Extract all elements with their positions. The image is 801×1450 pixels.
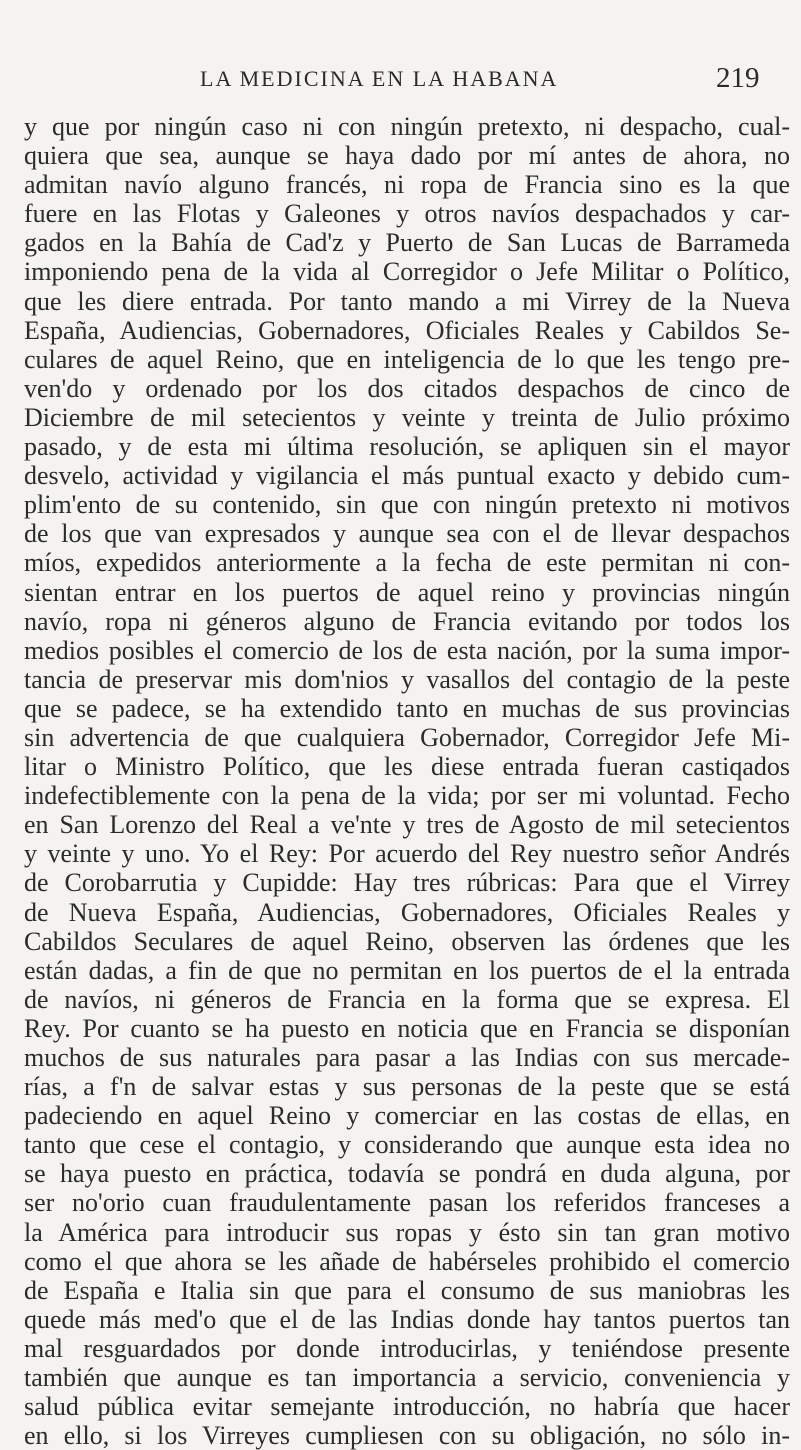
text-line: padeciendo en aquel Reino y comerciar en las costas de ellas, en — [24, 1101, 790, 1131]
text-line: también que aunque es tan importancia a servicio, conveniencia y — [24, 1363, 790, 1393]
text-line: de España e Italia sin que para el consumo de sus maniobras les — [24, 1275, 790, 1305]
text-line: muchos de sus naturales para pasar a las Indias con sus mercade- — [24, 1043, 790, 1072]
text-line: fuere en las Flotas y Galeones y otros navíos despachados y car- — [24, 199, 790, 229]
text-line: de navíos, ni géneros de Francia en la forma que se expresa. El — [24, 984, 790, 1014]
text-line: quede más med'o que el de las Indias donde hay tantos puertos tan — [24, 1304, 790, 1334]
text-line: mal resguardados por donde introducirlas, y teniéndose presente — [24, 1333, 790, 1363]
text-line: culares de aquel Reino, que en inteligencia de lo que les tengo pre- — [24, 344, 790, 374]
text-line: en ello, si los Virreyes cumpliesen con su obligación, no sólo in- — [24, 1421, 790, 1450]
text-line: Rey. Por cuanto se ha puesto en noticia que en Francia se disponían — [24, 1013, 790, 1043]
text-line: míos, expedidos anteriormente a la fecha de este permitan ni con- — [24, 548, 790, 578]
text-line: navío, ropa ni géneros alguno de Francia evitando por todos los — [24, 606, 790, 636]
text-line: medios posibles el comercio de los de esta nación, por la suma impor- — [24, 635, 790, 665]
text-line: rías, a f'n de salvar estas y sus personas de la peste que se está — [24, 1072, 790, 1102]
text-line: están dadas, a fin de que no permitan en los puertos de el la entrada — [24, 955, 790, 985]
text-line: Cabildos Seculares de aquel Reino, observen las órdenes que les — [24, 926, 790, 956]
text-line: salud pública evitar semejante introducción, no habría que hacer — [24, 1392, 790, 1422]
text-line: imponiendo pena de la vida al Corregidor o Jefe Militar o Político, — [24, 257, 790, 287]
text-line: de los que van expresados y aunque sea con el de llevar despachos — [24, 519, 790, 549]
text-line: que les diere entrada. Por tanto mando a mi Virrey de la Nueva — [24, 286, 790, 316]
text-line: tanto que cese el contagio, y considerando que aunque esta idea no — [24, 1130, 790, 1160]
body-text — [24, 112, 801, 1450]
text-line: ven'do y ordenado por los dos citados despachos de cinco de — [24, 373, 790, 403]
text-line: litar o Ministro Político, que les diese entrada fueran castiqados — [24, 752, 790, 782]
page-number: 219 — [716, 62, 760, 94]
text-line: en San Lorenzo del Real a ve'nte y tres de Agosto de mil setecientos — [24, 810, 790, 840]
text-line: la América para introducir sus ropas y ésto sin tan gran motivo — [24, 1217, 790, 1247]
text-line: de Corobarrutia y Cupidde: Hay tres rúbricas: Para que el Virrey — [24, 868, 790, 898]
text-line: tancia de preservar mis dom'nios y vasallos del contagio de la peste — [24, 664, 790, 694]
text-line: se haya puesto en práctica, todavía se pondrá en duda alguna, por — [24, 1159, 790, 1189]
text-line: Diciembre de mil setecientos y veinte y treinta de Julio próximo — [24, 402, 790, 432]
text-line: ser no'orio cuan fraudulentamente pasan los referidos franceses a — [24, 1188, 790, 1218]
text-line: como el que ahora se les añade de habérseles prohibido el comercio — [24, 1246, 790, 1276]
text-line: y veinte y uno. Yo el Rey: Por acuerdo del Rey nuestro señor Andrés — [24, 839, 790, 869]
text-line: y que por ningún caso ni con ningún pretexto, ni despacho, cual- — [24, 112, 790, 141]
text-line: quiera que sea, aunque se haya dado por mí antes de ahora, no — [24, 141, 790, 171]
text-line: desvelo, actividad y vigilancia el más puntual exacto y debido cum- — [24, 461, 790, 491]
text-line: admitan navío alguno francés, ni ropa de Francia sino es la que — [24, 170, 790, 200]
text-line: sin advertencia de que cualquiera Gobernador, Corregidor Jefe Mi- — [24, 722, 790, 752]
text-line: indefectiblemente con la pena de la vida; por ser mi voluntad. Fecho — [24, 781, 790, 811]
text-line: España, Audiencias, Gobernadores, Oficiales Reales y Cabildos Se- — [24, 315, 790, 345]
text-line: plim'ento de su contenido, sin que con ningún pretexto ni motivos — [24, 490, 790, 520]
text-line: de Nueva España, Audiencias, Gobernadores, Oficiales Reales y — [24, 897, 790, 927]
text-line: gados en la Bahía de Cad'z y Puerto de San Lucas de Barrameda — [24, 228, 790, 258]
text-line: sientan entrar en los puertos de aquel reino y provincias ningún — [24, 577, 790, 607]
text-line: que se padece, se ha extendido tanto en muchas de sus provincias — [24, 693, 790, 723]
text-line: pasado, y de esta mi última resolución, se apliquen sin el mayor — [24, 432, 790, 462]
running-title: LA MEDICINA EN LA HABANA — [200, 66, 559, 91]
